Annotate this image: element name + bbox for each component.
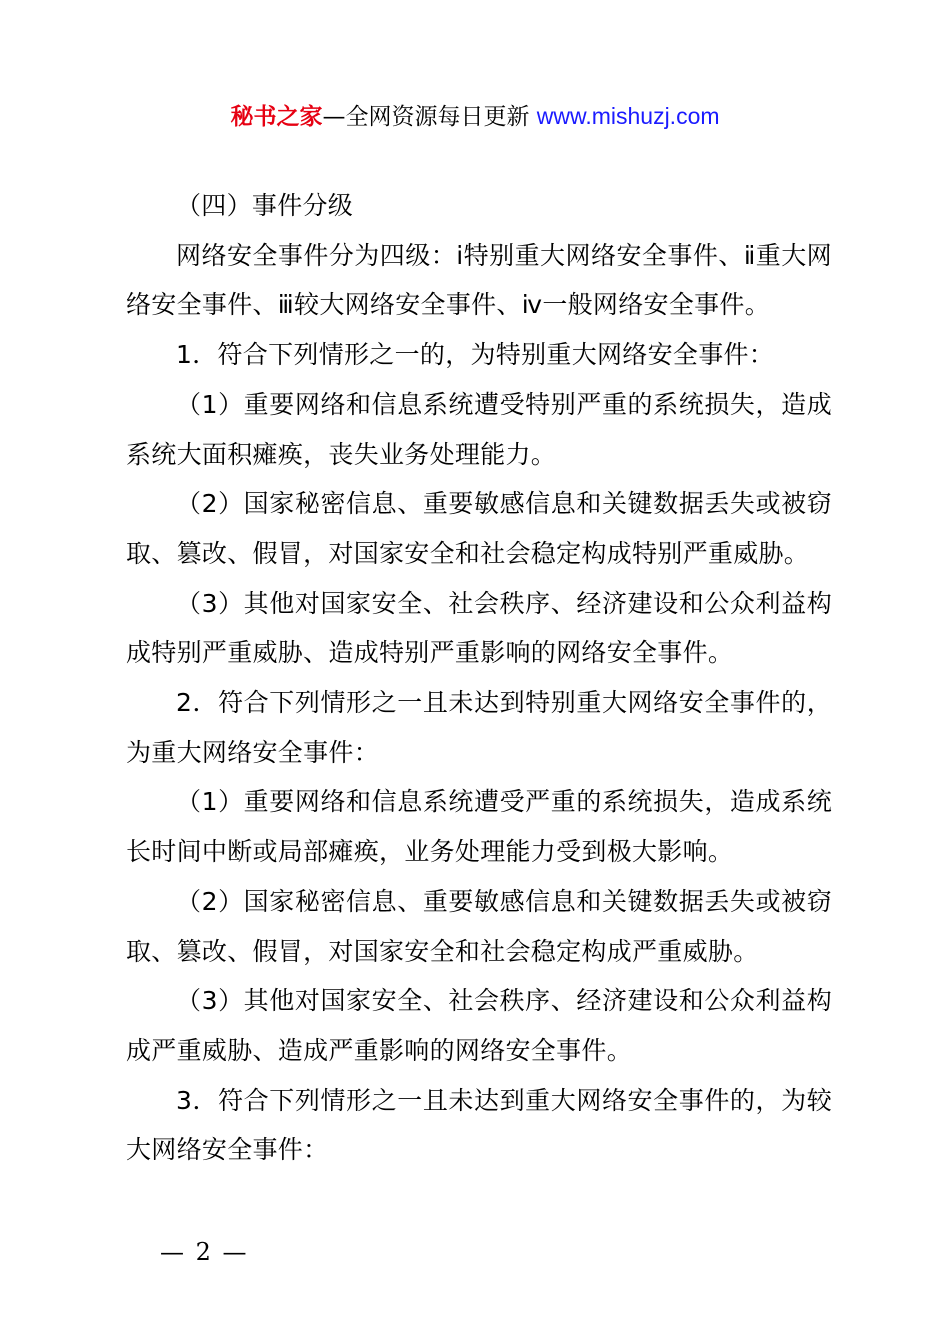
list-item-heading: 1．符合下列情形之一的，为特别重大网络安全事件： (176, 340, 775, 370)
sub-list-item: （3）其他对国家安全、社会秩序、经济建设和公众利益构成特别严重威胁、造成特别严重影响的网络安全事件。 (126, 588, 832, 668)
site-url: www.mishuzj.com (536, 103, 720, 129)
site-brand-name: 秘书之家 (230, 104, 323, 130)
sub-list-item: （1）重要网络和信息系统遭受严重的系统损失，造成系统长时间中断或局部瘫痪，业务处理能力受到极大影响。 (126, 787, 832, 867)
body-paragraph: 网络安全事件分为四级：ⅰ特别重大网络安全事件、ⅱ重大网络安全事件、ⅲ较大网络安全事件、ⅳ一般网络安全事件。 (126, 240, 832, 320)
sub-list-item: （2）国家秘密信息、重要敏感信息和关键数据丢失或被窃取、篡改、假冒，对国家安全和社会稳定构成特别严重威胁。 (126, 489, 832, 568)
sub-list-item: （2）国家秘密信息、重要敏感信息和关键数据丢失或被窃取、篡改、假冒，对国家安全和社会稳定构成严重威胁。 (126, 886, 832, 966)
sub-list-item: （1）重要网络和信息系统遭受特别严重的系统损失，造成系统大面积瘫痪，丧失业务处理能力。 (126, 389, 832, 469)
site-watermark-header (0, 100, 950, 133)
list-item-heading: 2．符合下列情形之一且未达到特别重大网络安全事件的，为重大网络安全事件： (126, 688, 832, 767)
document-body (126, 181, 832, 1175)
page-number: — 2 — (160, 1238, 249, 1266)
list-item-heading: 3．符合下列情形之一且未达到重大网络安全事件的，为较大网络安全事件： (126, 1085, 832, 1165)
section-heading: （四）事件分级 (176, 191, 354, 220)
site-tagline: —全网资源每日更新 (322, 104, 537, 130)
sub-list-item: （3）其他对国家安全、社会秩序、经济建设和公众利益构成严重威胁、造成严重影响的网络安全事件。 (126, 986, 832, 1065)
